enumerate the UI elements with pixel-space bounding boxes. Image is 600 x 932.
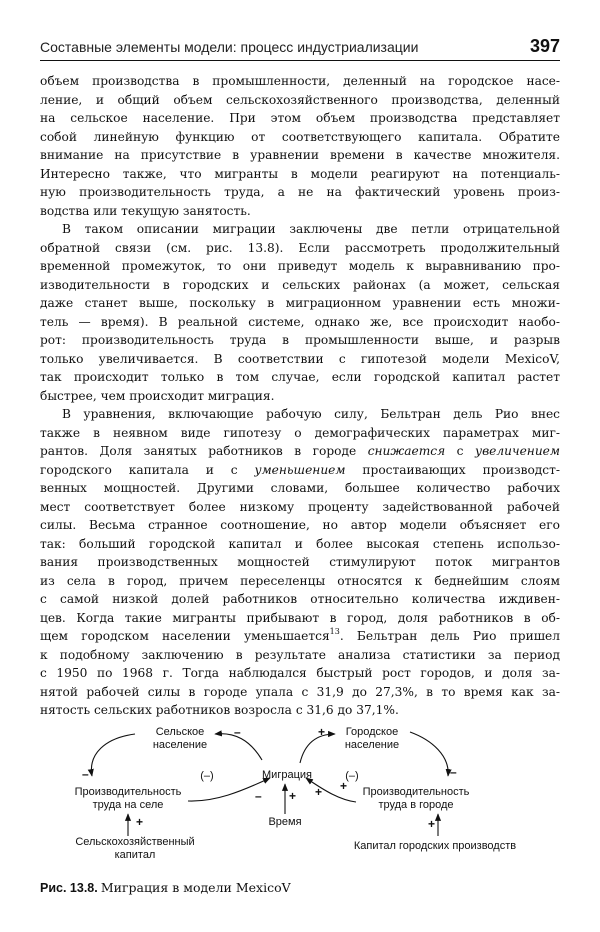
sign-rural-pop-minus: –: [234, 725, 241, 739]
text-run: городского капитала и с: [40, 462, 255, 477]
text-run: простаивающих производст-: [345, 462, 560, 477]
text-line: изводительности в городских и сельских районах (а может, сельская: [40, 277, 560, 292]
node-rural-population: [140, 726, 220, 752]
text-line: ление, и общий объем сельскохозяйственного производства, деленный: [40, 92, 560, 107]
figure-caption: [40, 880, 560, 896]
sign-time-plus: +: [289, 789, 297, 803]
node-rural-productivity-label: Производительность труда на селе: [74, 786, 182, 811]
text-line: мест соответствует более низкому проценту задействованной рабочей: [40, 499, 560, 514]
text-line: вания производственных мощностей стимулируют поток мигрантов: [40, 555, 560, 569]
text-line: с 1950 по 1968 г. Тогда наблюдался быстрый рост городов, и доля за-: [40, 666, 560, 680]
text-line: так: больший городской капитал и более высокая степень использо-: [40, 536, 560, 551]
arrow-urban-pop-to-urban-prod: [410, 732, 448, 776]
text-line: только увеличивается. В соответствии с гипотезой модели MexicoV,: [40, 351, 560, 366]
node-urban-productivity-label: Производительность труда в городе: [362, 786, 470, 811]
text-line: к подобному заключению в результате анализа статистики за период: [40, 647, 560, 662]
emphasis-decreases: снижается: [367, 444, 446, 458]
sign-agri-plus: +: [136, 815, 144, 829]
causal-loop-diagram: [40, 718, 560, 878]
emphasis-decrease: уменьшением: [254, 462, 346, 477]
text-line: на сельское население. При этом объем производства представляет: [40, 111, 560, 125]
node-time: [255, 816, 315, 829]
text-line: Интересно также, что мигранты в модели реагируют на потенциаль-: [40, 166, 560, 181]
loop-label-urban: (–): [345, 770, 359, 782]
node-urban-population: [336, 726, 408, 752]
sign-urban-prod-plus: +: [340, 779, 348, 793]
text-run: с: [445, 444, 476, 458]
text-line: внимание на присутствие в уравнении времени в качестве множителя.: [40, 148, 560, 162]
node-rural-productivity: [68, 786, 188, 812]
text-line: силы. Весьма странное соотношение, но автор модели объясняет его: [40, 518, 560, 532]
loop-label-rural: (–): [200, 770, 214, 782]
page-header: [40, 30, 560, 61]
node-urban-capital-label: Капитал городских производств: [353, 840, 517, 852]
text-line: из села в город, причем переселенцы относятся к беднейшим слоям: [40, 573, 560, 588]
sign-migration-minus: –: [255, 789, 262, 803]
text-line: [40, 442, 560, 461]
text-line: обратной связи (см. рис. 13.8). Если рассмотреть продолжительный: [40, 240, 560, 255]
text-run: рантов. Доля занятых работников в городе: [40, 444, 368, 458]
text-line: даже станет выше, поскольку в миграционном уравнении есть множи-: [40, 296, 560, 310]
text-line: собой линейную функцию от соответствующего капитала. Обратите: [40, 129, 560, 144]
text-line: [40, 461, 560, 480]
node-agricultural-capital-label: Сельскохозяйственный капитал: [75, 836, 195, 861]
text-line: ную производительность труда, а не на фактический уровень произ-: [40, 185, 560, 199]
page-number: 397: [529, 36, 560, 56]
text-run: щем городском населении уменьшается: [40, 629, 330, 643]
text-line: также в неявном виде гипотезу о демографических параметрах миг-: [40, 425, 560, 440]
text-line: тель — время). В реальной системе, однако же, все происходит наобо-: [40, 314, 560, 329]
node-agricultural-capital: [70, 836, 200, 862]
footnote-ref[interactable]: 13: [329, 627, 340, 636]
sign-urban-prod-minus: –: [450, 765, 457, 779]
text-line: В уравнения, включающие рабочую силу, Бельтран дель Рио внес: [62, 407, 560, 421]
body-text: [40, 72, 560, 720]
arrow-rural-pop-to-rural-prod: [91, 734, 135, 776]
node-migration-label: Миграция: [262, 769, 312, 781]
text-line: нятость сельских работников возросла с 31,6 до 37,1%.: [40, 703, 399, 717]
caption-label: Рис. 13.8.: [40, 881, 98, 895]
sign-urban-pop-plus: +: [318, 725, 326, 739]
text-line: В таком описании миграции заключены две петли отрицательной: [62, 222, 560, 236]
text-line: рот: производительность труда в промышленности выше, и разрыв: [40, 333, 560, 347]
text-line: объем производства в промышленности, деленный на городское насе-: [40, 74, 560, 88]
caption-text: Миграция в модели MexicoV: [100, 880, 291, 895]
sign-urban-cap-plus: +: [428, 817, 436, 831]
text-line: венных мощностей. Другими словами, большее количество рабочих: [40, 481, 560, 495]
paragraph-3: [40, 405, 560, 720]
emphasis-increase: увеличением: [475, 444, 560, 458]
text-line: водства или текущую занятость.: [40, 203, 251, 218]
node-urban-population-label: Городское население: [344, 726, 400, 751]
paragraph-2: [40, 220, 560, 405]
text-line: [40, 627, 560, 646]
node-migration: [250, 769, 324, 782]
text-line: так происходит только в том случае, если городской капитал растет: [40, 370, 560, 384]
text-line: быстрее, чем происходит миграция.: [40, 388, 275, 403]
text-run: . Бельтран дель Рио пришел: [339, 629, 560, 643]
running-title: Составные элементы модели: процесс индустриализации: [40, 39, 419, 55]
sign-rural-prod-minus: –: [82, 767, 89, 781]
text-line: временной промежуток, то они приведут модель к выравниванию про-: [40, 259, 560, 273]
text-line: с самой низкой долей работников относительно количества иждивен-: [40, 592, 560, 606]
text-line: нятой рабочей силы в городе упала с 31,9 до 27,3%, в то время как за-: [40, 684, 560, 699]
node-rural-population-label: Сельское население: [152, 726, 208, 751]
paragraph-1: [40, 72, 560, 220]
node-time-label: Время: [268, 816, 302, 828]
node-urban-productivity: [356, 786, 476, 812]
node-urban-capital: [340, 840, 530, 853]
sign-migration-plus: +: [315, 785, 323, 799]
text-line: цев. Когда такие мигранты прибывают в город, доля работников в об-: [40, 610, 560, 625]
